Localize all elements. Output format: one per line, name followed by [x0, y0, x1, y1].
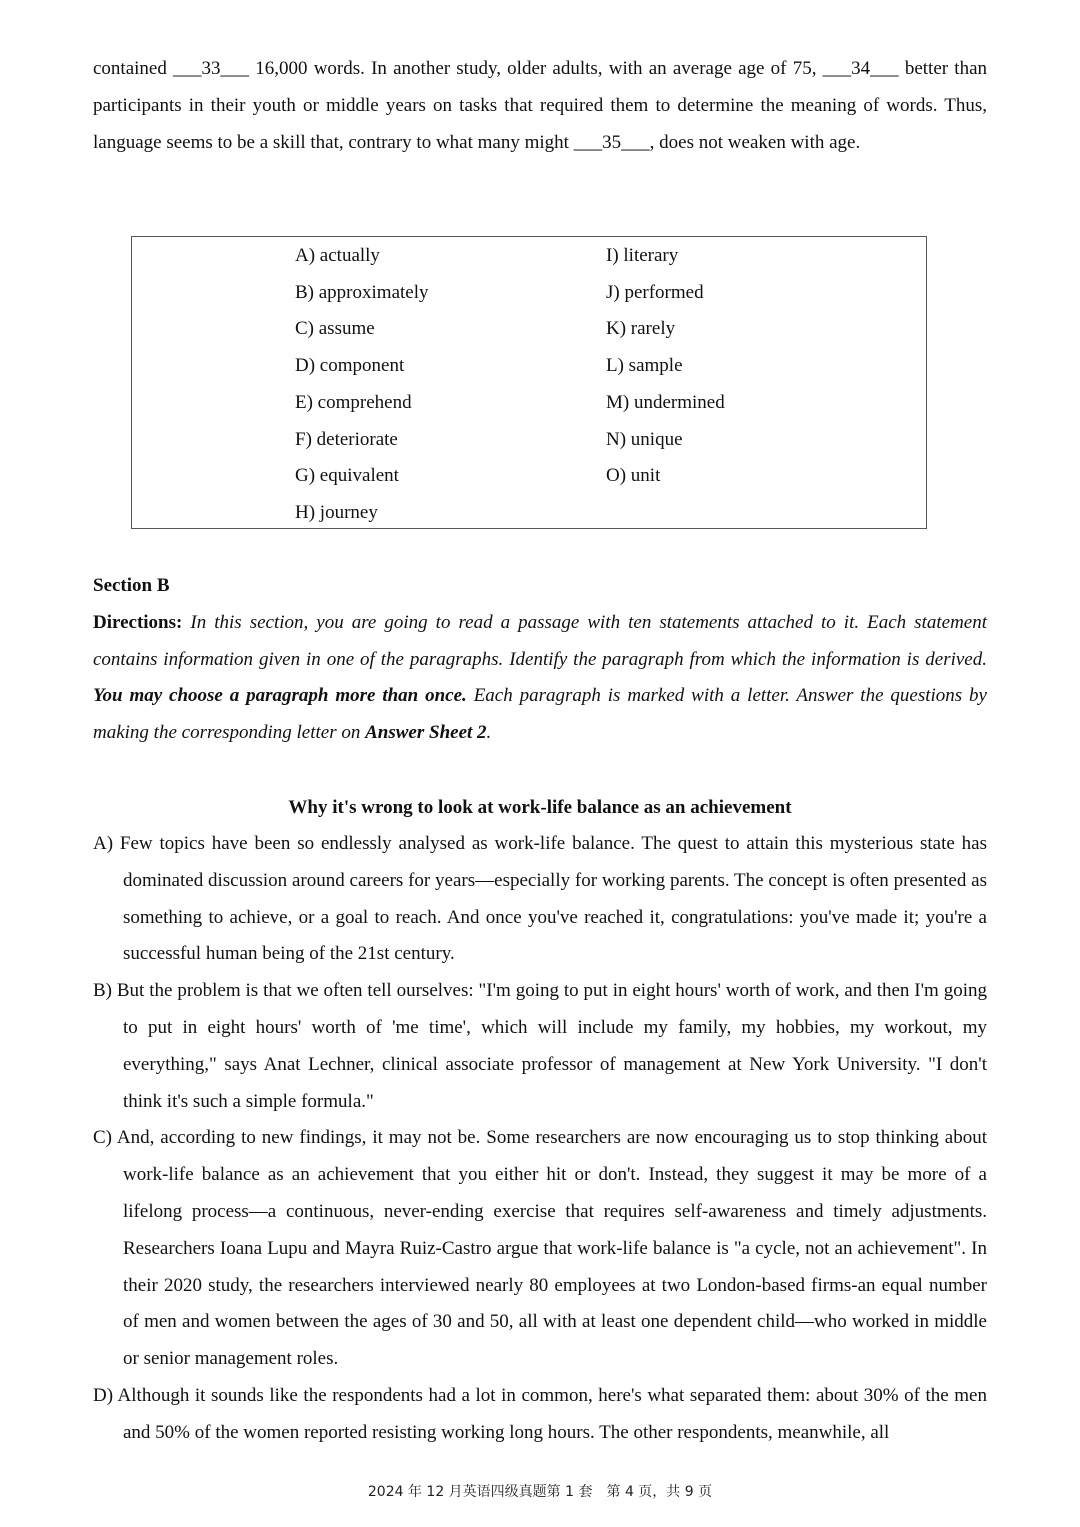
word-option: F) deteriorate — [295, 428, 398, 450]
paragraph-d: D) Although it sounds like the respondents had a lot in common, here's what separated them: about 30% of the men and 50% of the women reported resisting working long hours. The other respondents, meanwhile, all — [93, 1384, 987, 1443]
directions-emphasis: You may choose a paragraph more than once. — [93, 685, 467, 707]
page-footer: 2024 年 12 月英语四级真题第 1 套 第 4 页，共 9 页 — [367, 1484, 713, 1500]
paragraph-b: B) But the problem is that we often tell ourselves: "I'm going to put in eight hours' worth of work, and then I'm going to put in eight hours' worth of 'me time', which will include my family, my hobbies, my workout, my everything," says Anat Lechner, clinical associate professor of management at New York University. "I don't think it's such a simple formula." — [93, 980, 987, 1112]
word-option: J) performed — [606, 281, 704, 303]
word-option: C) assume — [295, 318, 375, 340]
word-option: E) comprehend — [295, 391, 412, 413]
word-option: G) equivalent — [295, 465, 399, 487]
section-heading: Section B — [93, 575, 170, 596]
intro-text: contained ___33___ 16,000 words. In another study, older adults, with an average age of 75, ___34___ better than participants in their youth or middle years on tasks that required them to determine the meaning of words. Thus, language seems to be a skill that, contrary to what many might ___35___, does not weaken with age. — [93, 58, 987, 153]
word-option: A) actually — [295, 245, 380, 266]
directions-end: . — [486, 722, 492, 744]
intro-paragraph — [93, 51, 987, 161]
word-option: B) approximately — [295, 281, 429, 303]
word-bank-box — [131, 236, 927, 529]
passage-body — [93, 826, 987, 1452]
directions-label: Directions: — [93, 611, 183, 633]
word-option: H) journey — [295, 501, 378, 523]
word-option: K) rarely — [606, 318, 676, 340]
directions-text: In this section, you are going to read a passage with ten statements attached to it. Each statement contains information given in one of the paragraphs. Identify the paragraph from which the information is derived. — [93, 611, 987, 670]
word-option: M) undermined — [606, 391, 725, 413]
answer-sheet-ref: Answer Sheet 2 — [365, 722, 487, 744]
paragraph-c: C) And, according to new findings, it may not be. Some researchers are now encouraging us to stop thinking about work-life balance as an achievement that you either hit or don't. Instead, they suggest it may be more of a lifelong process—a continuous, never-ending exercise that requires self-awareness and timely adjustments. Researchers Ioana Lupu and Mayra Ruiz-Castro argue that work-life balance is "a cycle, not an achievement". In their 2020 study, the researchers interviewed nearly 80 employees at two London-based firms-an equal number of men and women between the ages of 30 and 50, all with at least one dependent child—who worked in middle or senior management roles. — [93, 1127, 987, 1370]
directions — [93, 605, 987, 752]
passage-title: Why it's wrong to look at work-life balance as an achievement — [288, 797, 792, 818]
directions-text-2: Each paragraph is marked with a letter. Answer the questions by making the corresponding letter on — [93, 685, 987, 744]
section-b — [93, 568, 987, 752]
paragraph-a: A) Few topics have been so endlessly analysed as work-life balance. The quest to attain this mysterious state has dominated discussion around careers for years—especially for working parents. The concept is often presented as something to achieve, or a goal to reach. And once you've reached it, congratulations: you've made it; you're a successful human being of the 21st century. — [93, 833, 987, 965]
word-option: N) unique — [606, 428, 683, 450]
word-option: D) component — [295, 355, 405, 377]
word-option: L) sample — [606, 355, 683, 377]
word-option: I) literary — [606, 245, 679, 266]
word-option: O) unit — [606, 465, 661, 487]
